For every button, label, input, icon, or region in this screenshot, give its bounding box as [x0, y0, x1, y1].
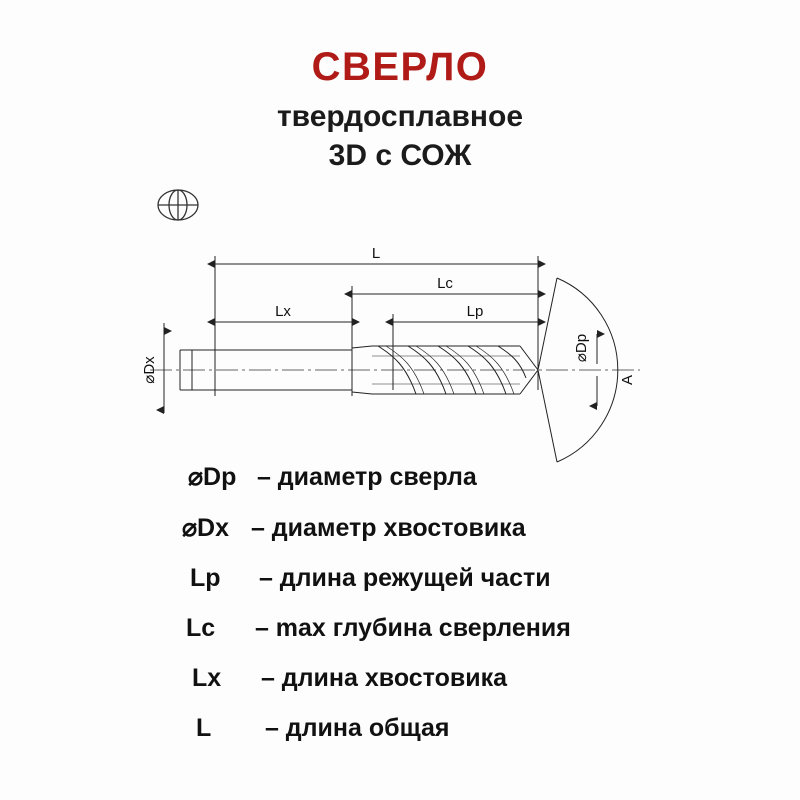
legend-text: – диаметр сверла: [256, 463, 477, 491]
dim-label-L: L: [371, 245, 381, 262]
legend-symbol: Lp: [190, 564, 221, 592]
page-subtitle-1: твердосплавное: [276, 100, 524, 133]
legend-item: [160, 462, 760, 492]
legend-text: – длина хвостовика: [260, 664, 507, 692]
legend-item: [160, 564, 760, 593]
dim-label-Dp: ⌀Dp: [573, 333, 590, 363]
first-angle-projection-symbol-icon: [152, 182, 204, 228]
legend-item: [160, 614, 760, 643]
legend-text: – длина режущей части: [258, 564, 551, 592]
dim-label-Lp: Lp: [466, 303, 484, 320]
legend-symbol: L: [196, 714, 212, 742]
legend-text: – max глубина сверления: [254, 614, 571, 642]
legend-item: [160, 714, 760, 743]
legend-text: – длина общая: [264, 714, 450, 742]
legend-symbol: ⌀Dx: [182, 514, 230, 542]
legend-symbol: Lc: [186, 614, 216, 642]
legend-list: [160, 462, 760, 764]
title-block: [0, 46, 800, 173]
page-subtitle-2: 3D с СОЖ: [328, 138, 472, 172]
dim-label-Dx: ⌀Dx: [141, 356, 158, 384]
legend-item: [160, 664, 760, 693]
dim-label-A: A: [619, 374, 636, 386]
page-title: СВЕРЛО: [311, 45, 489, 89]
dim-label-Lc: Lc: [437, 275, 453, 292]
legend-symbol: ⌀Dp: [188, 463, 237, 491]
dim-label-Lx: Lx: [275, 303, 291, 320]
legend-text: – диаметр хвостовика: [250, 514, 526, 542]
legend-symbol: Lx: [192, 664, 222, 692]
drill-technical-drawing: [120, 238, 680, 488]
legend-item: [160, 513, 760, 543]
